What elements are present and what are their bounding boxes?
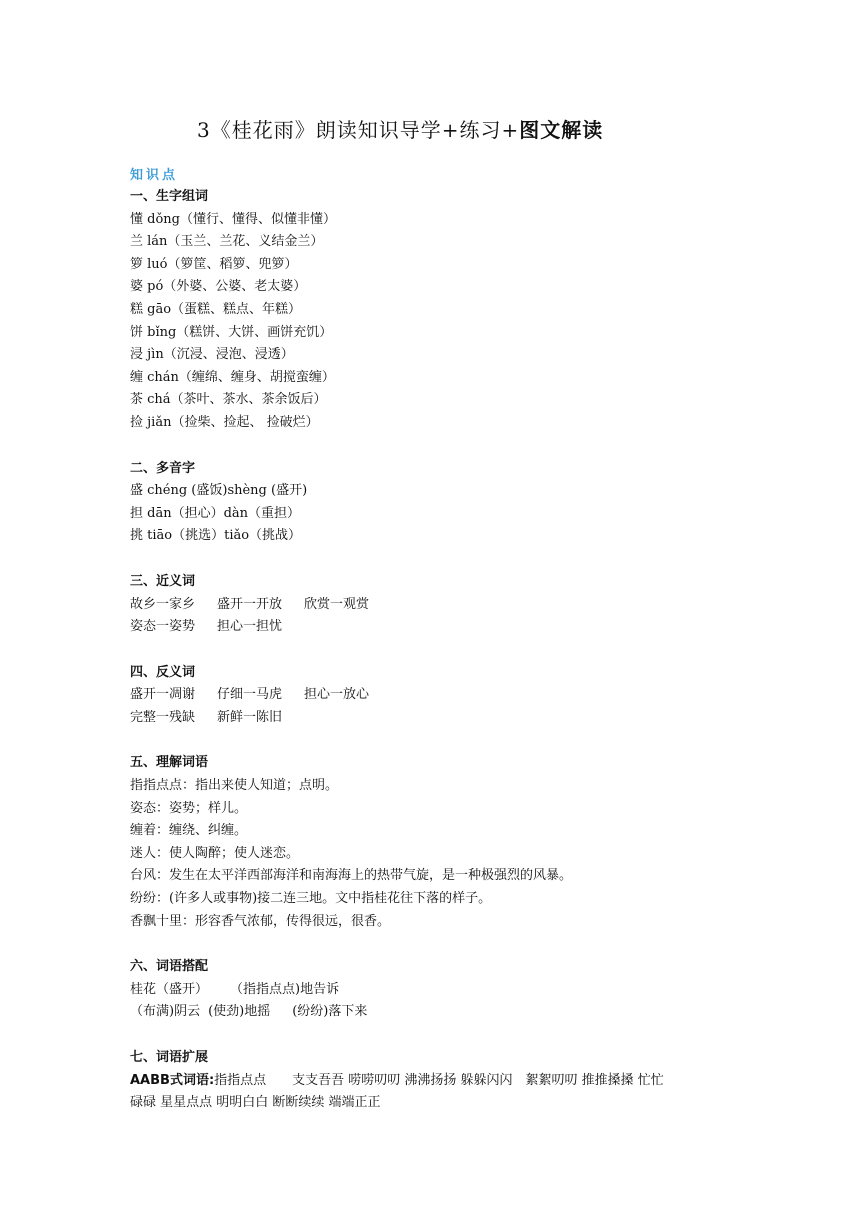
aabb-label: AABB式词语:	[130, 1072, 215, 1088]
section-new-words	[130, 186, 790, 435]
synonym-pair: 姿态一姿势	[130, 619, 196, 635]
polyphonic-line: 担 dān（担心）dàn（重担）	[130, 505, 301, 521]
antonym-pair: 仔细一马虎	[217, 687, 283, 703]
meaning-line: 指指点点：指出来使人知道；点明。	[130, 778, 339, 794]
antonym-pair: 新鲜一陈旧	[217, 709, 283, 725]
collocation-item: (纷纷)落下来	[292, 1004, 368, 1020]
word-line: 饼 bǐng（糕饼、大饼、画饼充饥）	[130, 324, 333, 340]
synonym-row	[130, 594, 790, 617]
page-title-main: 3《桂花雨》朗读知识导学+练习+	[197, 118, 520, 142]
collocation-row	[130, 979, 790, 1002]
antonym-row	[130, 684, 790, 707]
section-heading: 七、词语扩展	[130, 1050, 209, 1065]
section-heading: 六、词语搭配	[130, 959, 209, 975]
antonym-pair: 完整一残缺	[130, 709, 196, 725]
meaning-line: 迷人：使人陶醉；使人迷恋。	[130, 845, 300, 861]
section-polyphonic	[130, 458, 790, 548]
section-antonyms	[130, 662, 790, 730]
collocation-item: (使劲)地摇	[208, 1004, 271, 1020]
word-line: 糕 gāo（蛋糕、糕点、年糕）	[130, 301, 302, 317]
aabb-words: 指指点点 支支吾吾 唠唠叨叨 沸沸扬扬 躲躲闪闪 絮絮叨叨 推推搡搡 忙忙	[214, 1072, 664, 1088]
section-synonyms	[130, 571, 790, 639]
meaning-line: 姿态：姿势；样儿。	[130, 800, 248, 816]
page-title-bold: 图文解读	[519, 118, 604, 142]
word-line: 捡 jiǎn（捡柴、捡起、 捡破烂）	[130, 414, 319, 430]
word-line: 缠 chán（缠绵、缠身、胡搅蛮缠）	[130, 369, 335, 385]
polyphonic-line: 挑 tiāo（挑选）tiǎo（挑战）	[130, 528, 302, 544]
knowledge-label: 知识点	[130, 168, 179, 183]
meaning-line: 纷纷：(许多人或事物)接二连三地。文中指桂花往下落的样子。	[130, 891, 492, 907]
section-heading: 四、反义词	[130, 664, 196, 680]
meaning-line: 香飘十里：形容香气浓郁，传得很远，很香。	[130, 913, 391, 929]
section-word-meanings	[130, 752, 790, 933]
synonym-row	[130, 616, 790, 639]
collocation-item: （布满)阴云	[130, 1004, 201, 1020]
synonym-pair: 盛开一开放	[217, 596, 283, 612]
section-heading: 二、多音字	[130, 460, 196, 476]
meaning-line: 台风：发生在太平洋西部海洋和南海海上的热带气旋，是一种极强烈的风暴。	[130, 868, 573, 884]
word-line: 浸 jìn（沉浸、浸泡、浸透）	[130, 347, 294, 363]
aabb-line: 碌碌 星星点点 明明白白 断断续续 端端正正	[130, 1095, 381, 1111]
synonym-pair: 欣赏一观赏	[304, 596, 370, 612]
section-heading: 一、生字组词	[130, 189, 209, 204]
collocation-item: （指指点点)地告诉	[230, 981, 340, 997]
section-heading: 五、理解词语	[130, 755, 209, 771]
section-word-extension	[130, 1047, 790, 1115]
collocation-item: 桂花（盛开）	[130, 981, 209, 997]
synonym-pair: 担心一担忧	[217, 619, 283, 635]
aabb-line	[130, 1070, 790, 1093]
antonym-pair: 盛开一凋谢	[130, 687, 196, 703]
section-heading: 三、近义词	[130, 573, 196, 589]
word-line: 懂 dǒng（懂行、懂得、似懂非懂）	[130, 211, 336, 227]
antonym-pair: 担心一放心	[304, 687, 370, 703]
antonym-row	[130, 707, 790, 730]
word-line: 箩 luó（箩筐、稻箩、兜箩）	[130, 256, 298, 272]
meaning-line: 缠着：缠绕、纠缠。	[130, 823, 248, 839]
synonym-pair: 故乡一家乡	[130, 596, 196, 612]
word-line: 茶 chá（茶叶、茶水、茶余饭后）	[130, 392, 327, 408]
polyphonic-line: 盛 chéng (盛饭)shèng (盛开)	[130, 483, 308, 499]
section-collocations	[130, 956, 790, 1024]
page-title	[197, 114, 817, 143]
collocation-row	[130, 1001, 790, 1024]
word-line: 兰 lán（玉兰、兰花、义结金兰）	[130, 234, 324, 250]
document-content	[130, 186, 790, 1138]
word-line: 婆 pó（外婆、公婆、老太婆）	[130, 279, 307, 295]
